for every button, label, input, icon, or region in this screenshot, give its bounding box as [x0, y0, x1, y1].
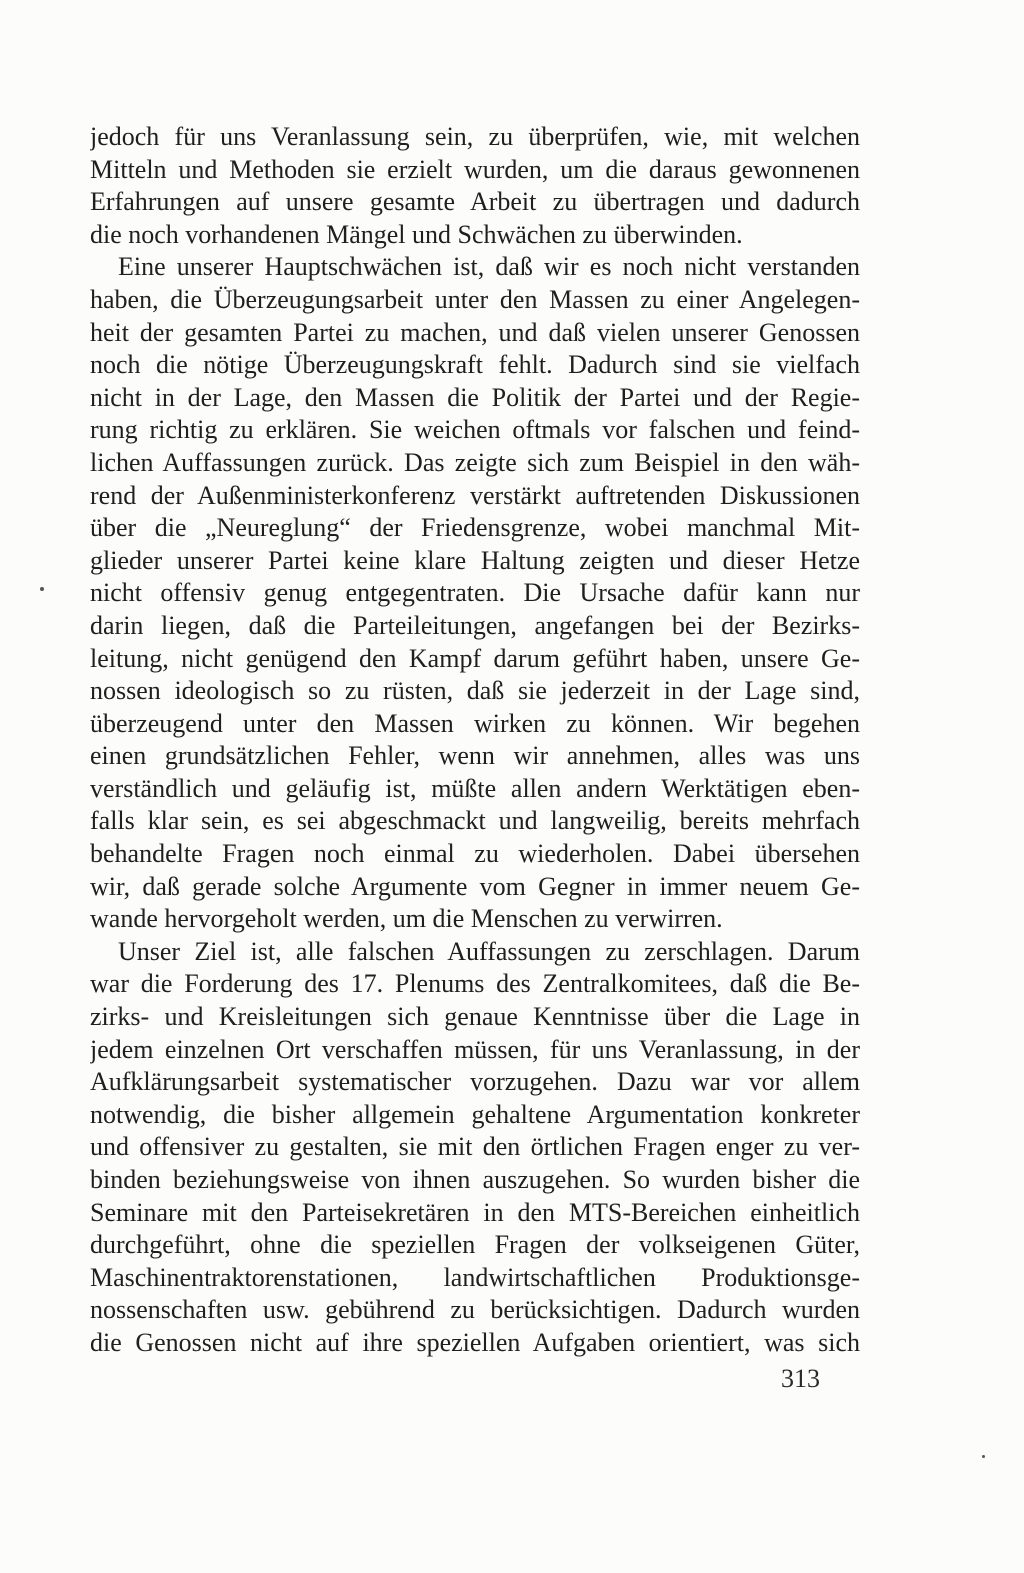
margin-speck	[40, 587, 44, 591]
text-line: notwendig, die bisher allgemein gehaltene Argumentation konkreter	[90, 1099, 860, 1129]
body-text	[90, 121, 860, 1360]
text-line: nossenschaften usw. gebührend zu berücksichtigen. Dadurch wurden	[90, 1295, 860, 1325]
text-line: Aufklärungsarbeit systematischer vorzugehen. Dazu war vor allem	[90, 1067, 860, 1097]
margin-speck	[982, 1455, 985, 1458]
text-line: heit der gesamten Partei zu machen, und daß vielen unserer Genossen	[90, 317, 860, 347]
text-line: und offensiver zu gestalten, sie mit den örtlichen Fragen enger zu ver-	[90, 1132, 860, 1162]
text-line: behandelte Fragen noch einmal zu wiederholen. Dabei übersehen	[90, 839, 860, 869]
text-line: wande hervorgeholt werden, um die Menschen zu verwirren.	[90, 904, 723, 934]
text-line: rend der Außenministerkonferenz verstärkt auftretenden Diskussionen	[90, 480, 860, 510]
text-line: über die „Neureglung“ der Friedensgrenze, wobei manchmal Mit-	[90, 513, 860, 543]
text-line: nossen ideologisch so zu rüsten, daß sie jederzeit in der Lage sind,	[90, 676, 860, 706]
text-line: Mitteln und Methoden sie erzielt wurden, um die daraus gewonnenen	[90, 154, 860, 184]
text-line: lichen Auffassungen zurück. Das zeigte sich zum Beispiel in den wäh-	[90, 447, 860, 477]
text-line: Seminare mit den Parteisekretären in den MTS-Bereichen einheitlich	[90, 1197, 860, 1227]
text-line: überzeugend unter den Massen wirken zu können. Wir begehen	[90, 708, 860, 738]
text-line: noch die nötige Überzeugungskraft fehlt. Dadurch sind sie vielfach	[90, 350, 860, 380]
text-line: Eine unserer Hauptschwächen ist, daß wir es noch nicht verstanden	[118, 252, 860, 282]
text-line: die Genossen nicht auf ihre speziellen Aufgaben orientiert, was sich	[90, 1327, 860, 1357]
text-line: einen grundsätzlichen Fehler, wenn wir annehmen, alles was uns	[90, 741, 860, 771]
text-line: wir, daß gerade solche Argumente vom Gegner in immer neuem Ge-	[90, 871, 860, 901]
text-line: rung richtig zu erklären. Sie weichen oftmals vor falschen und feind-	[90, 415, 860, 445]
text-line: nicht offensiv genug entgegentraten. Die Ursache dafür kann nur	[90, 578, 860, 608]
text-line: die noch vorhandenen Mängel und Schwächen zu überwinden.	[90, 219, 743, 249]
text-line: binden beziehungsweise von ihnen auszugehen. So wurden bisher die	[90, 1165, 860, 1194]
text-line: jedem einzelnen Ort verschaffen müssen, für uns Veranlassung, in der	[90, 1034, 860, 1064]
text-line: haben, die Überzeugungsarbeit unter den Massen zu einer Angelegen-	[90, 284, 860, 314]
text-line: leitung, nicht genügend den Kampf darum geführt haben, unsere Ge-	[90, 643, 860, 673]
text-line: jedoch für uns Veranlassung sein, zu überprüfen, wie, mit welchen	[90, 122, 860, 151]
text-line: Unser Ziel ist, alle falschen Auffassungen zu zerschlagen. Darum	[118, 936, 860, 966]
text-line: verständlich und geläufig ist, müßte allen andern Werktätigen eben-	[90, 773, 860, 803]
text-line: zirks- und Kreisleitungen sich genaue Kenntnisse über die Lage in	[90, 1002, 860, 1032]
text-line: war die Forderung des 17. Plenums des Zentralkomitees, daß die Be-	[90, 969, 860, 999]
text-line: darin liegen, daß die Parteileitungen, angefangen bei der Bezirks-	[90, 610, 860, 640]
text-line: falls klar sein, es sei abgeschmackt und langweilig, bereits mehrfach	[90, 806, 860, 836]
text-line: Erfahrungen auf unsere gesamte Arbeit zu übertragen und dadurch	[90, 187, 860, 217]
page-number: 313	[781, 1364, 820, 1393]
text-line: glieder unserer Partei keine klare Haltung zeigten und dieser Hetze	[90, 545, 860, 575]
text-line: durchgeführt, ohne die speziellen Fragen der volkseigenen Güter,	[90, 1230, 860, 1260]
text-line: Maschinentraktorenstationen, landwirtschaftlichen Produktionsge-	[90, 1262, 860, 1292]
text-line: nicht in der Lage, den Massen die Politik der Partei und der Regie-	[90, 382, 860, 412]
